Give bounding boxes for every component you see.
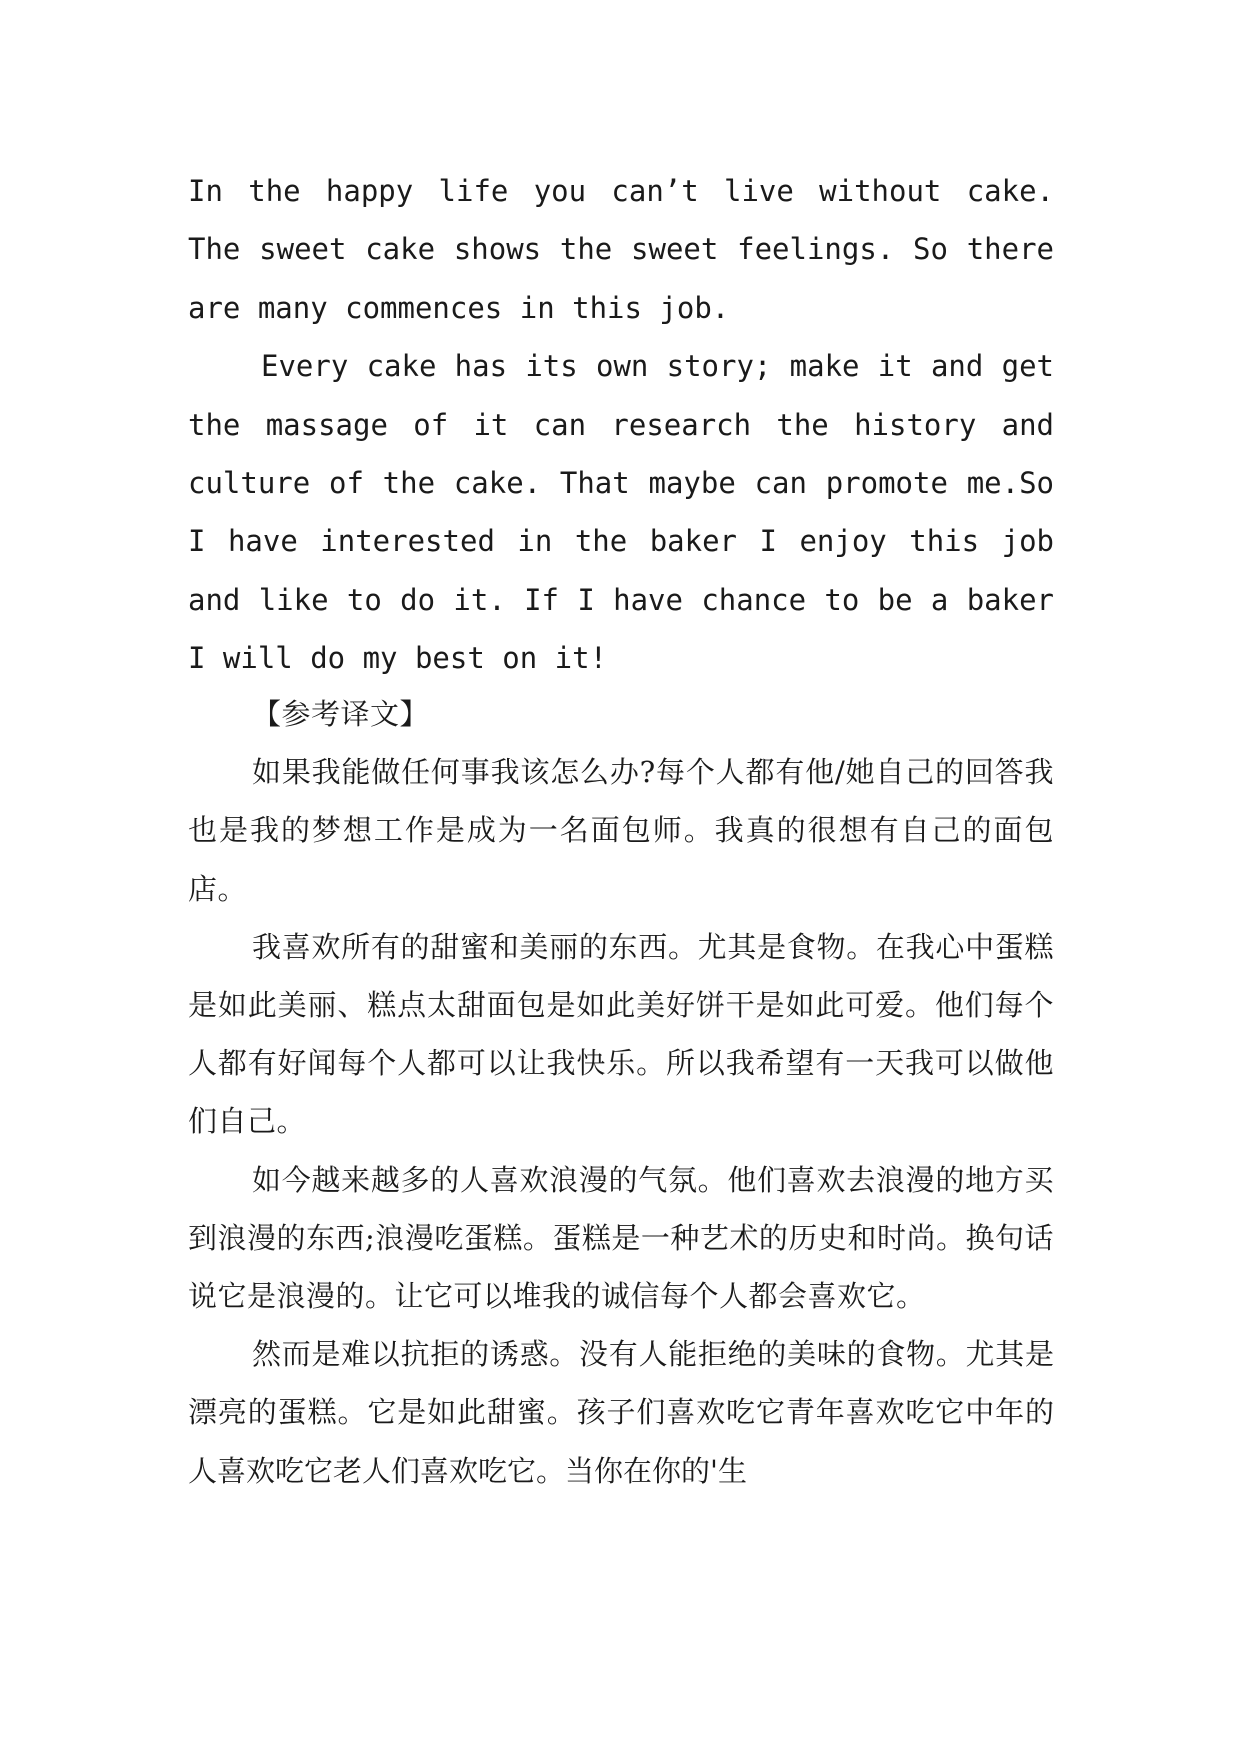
english-text-block xyxy=(188,162,1054,688)
translation-text-block xyxy=(188,685,1054,1500)
translation-paragraph-1: 如果我能做任何事我该怎么办?每个人都有他/她自己的回答我也是我的梦想工作是成为一名面包师。我真的很想有自己的面包店。 xyxy=(188,755,1054,906)
translation-heading: 【参考译文】 xyxy=(252,697,430,731)
translation-paragraph-2: 我喜欢所有的甜蜜和美丽的东西。尤其是食物。在我心中蛋糕是如此美丽、糕点太甜面包是如此美好饼干是如此可爱。他们每个人都有好闻每个人都可以让我快乐。所以我希望有一天我可以做他们自己。 xyxy=(188,929,1054,1139)
translation-paragraph-4: 然而是难以抗拒的诱惑。没有人能拒绝的美味的食物。尤其是漂亮的蛋糕。它是如此甜蜜。孩子们喜欢吃它青年喜欢吃它中年的人喜欢吃它老人们喜欢吃它。当你在你的'生 xyxy=(188,1337,1054,1488)
english-paragraph-1: In the happy life you can’t live without cake. The sweet cake shows the sweet feelings. So there are many commences in this job. xyxy=(188,174,1054,325)
translation-paragraph-3: 如今越来越多的人喜欢浪漫的气氛。他们喜欢去浪漫的地方买到浪漫的东西;浪漫吃蛋糕。蛋糕是一种艺术的历史和时尚。换句话说它是浪漫的。让它可以堆我的诚信每个人都会喜欢它。 xyxy=(188,1162,1054,1314)
english-paragraph-2: Every cake has its own story; make it and get the massage of it can research the history and culture of the cake. That maybe can promote me.So I have interested in the baker I enjoy this job and like to do it. If I have chance to be a baker I will do my best on it! xyxy=(188,349,1054,676)
